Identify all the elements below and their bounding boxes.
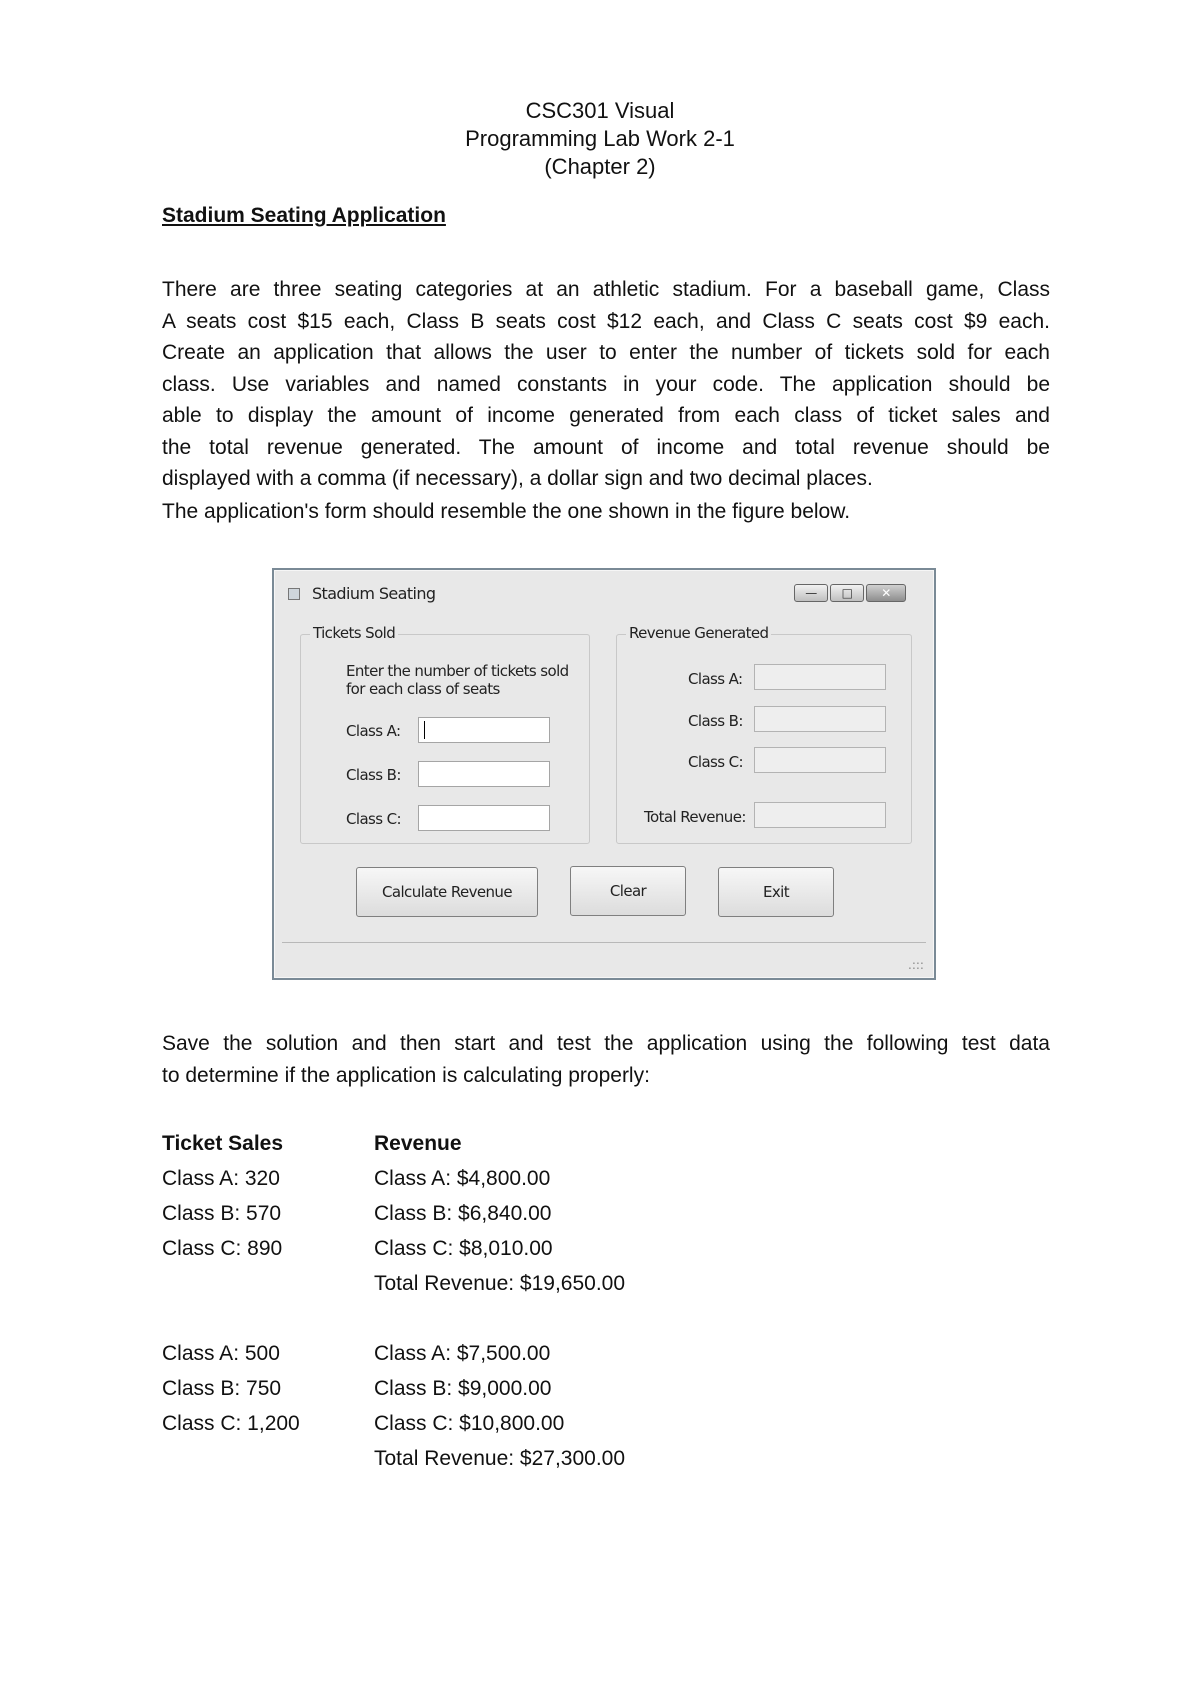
total-revenue-value: : $19,650.00 <box>508 1272 626 1295</box>
set1-revenue-b: Class B: $6,840.00 <box>374 1202 552 1225</box>
revenue-class-a-output <box>754 664 886 690</box>
intro-line: the total revenue generated. The amount of income and total revenue should be <box>162 435 1050 459</box>
set2-revenue-b: Class B: $9,000.00 <box>374 1377 552 1400</box>
figure-intro: The application's form should resemble the one shown in the figure below. <box>162 500 851 523</box>
set1-total-revenue <box>374 1270 625 1298</box>
save-paragraph <box>162 1028 1050 1091</box>
maximize-icon: □ <box>841 586 853 600</box>
resize-grip-icon[interactable]: .::: <box>908 958 924 972</box>
revenue-header: Revenue <box>374 1132 462 1155</box>
revenue-generated-group-label: Revenue Generated <box>626 624 771 642</box>
set2-revenue-a: Class A: $7,500.00 <box>374 1342 551 1365</box>
class-c-label: Class C: <box>346 810 401 828</box>
tickets-sold-group-label: Tickets Sold <box>310 624 398 642</box>
intro-line: Create an application that allows the user to enter the number of tickets sold for each <box>162 341 1050 364</box>
doc-title-line-2: Programming Lab Work 2-1 <box>465 126 735 151</box>
class-b-label: Class B: <box>346 766 401 784</box>
set1-revenue-c: Class C: $8,010.00 <box>374 1237 553 1260</box>
total-revenue-label: Total Revenue <box>374 1447 509 1470</box>
close-icon: ✕ <box>881 586 891 600</box>
maximize-button[interactable] <box>830 584 864 602</box>
intro-line: There are three seating categories at an athletic stadium. For a baseball game, Class <box>162 278 1050 301</box>
intro-line: able to display the amount of income generated from each class of ticket sales and <box>162 404 1050 427</box>
set2-total-revenue <box>374 1445 625 1473</box>
intro-line: A seats cost $15 each, Class B seats cost $12 each, and Class C seats cost $9 each. <box>162 309 1050 333</box>
set2-revenue-c: Class C: $10,800.00 <box>374 1412 565 1435</box>
minimize-button[interactable] <box>794 584 828 602</box>
instructions-line-1: Enter the number of tickets sold <box>346 662 569 680</box>
intro-line: displayed with a comma (if necessary), a dollar sign and two decimal places. <box>162 467 873 490</box>
window-app-icon <box>288 588 300 600</box>
class-b-input[interactable] <box>418 761 550 787</box>
class-a-input[interactable] <box>418 717 550 743</box>
revenue-class-c-label: Class C: <box>688 753 743 771</box>
minimize-icon: — <box>805 586 817 600</box>
set1-sales-a: Class A: 320 <box>162 1167 280 1190</box>
set2-sales-a: Class A: 500 <box>162 1342 280 1365</box>
instructions-line-2: for each class of seats <box>346 680 500 698</box>
intro-line: class. Use variables and named constants in your code. The application should be <box>162 372 1050 396</box>
exit-button[interactable]: Exit <box>718 867 834 917</box>
revenue-class-b-output <box>754 706 886 732</box>
total-revenue-value: : $27,300.00 <box>508 1447 626 1470</box>
window-title: Stadium Seating <box>312 584 436 603</box>
doc-title-line-1: CSC301 Visual <box>525 98 675 123</box>
set1-sales-b: Class B: 570 <box>162 1202 282 1225</box>
close-button[interactable] <box>866 584 906 602</box>
save-line: to determine if the application is calculating properly: <box>162 1063 650 1087</box>
stadium-seating-window <box>272 568 936 980</box>
intro-paragraph <box>162 274 1050 495</box>
total-revenue-label: Total Revenue: <box>644 808 746 826</box>
section-heading: Stadium Seating Application <box>162 204 446 227</box>
set1-sales-c: Class C: 890 <box>162 1237 283 1260</box>
revenue-class-a-label: Class A: <box>688 670 743 688</box>
total-revenue-output <box>754 802 886 828</box>
set2-sales-c: Class C: 1,200 <box>162 1412 300 1435</box>
class-c-input[interactable] <box>418 805 550 831</box>
save-line: Save the solution and then start and test the application using the following test data <box>162 1032 1050 1055</box>
doc-title-line-3: (Chapter 2) <box>544 154 656 179</box>
clear-button[interactable]: Clear <box>570 866 686 916</box>
revenue-class-b-label: Class B: <box>688 712 743 730</box>
revenue-class-c-output <box>754 747 886 773</box>
status-bar-divider <box>282 942 926 943</box>
set1-revenue-a: Class A: $4,800.00 <box>374 1167 551 1190</box>
text-caret <box>424 721 425 739</box>
calculate-revenue-button[interactable]: Calculate Revenue <box>356 867 538 917</box>
set2-sales-b: Class B: 750 <box>162 1377 282 1400</box>
ticket-sales-header: Ticket Sales <box>162 1132 284 1155</box>
class-a-label: Class A: <box>346 722 401 740</box>
total-revenue-label: Total Revenue <box>374 1272 509 1295</box>
